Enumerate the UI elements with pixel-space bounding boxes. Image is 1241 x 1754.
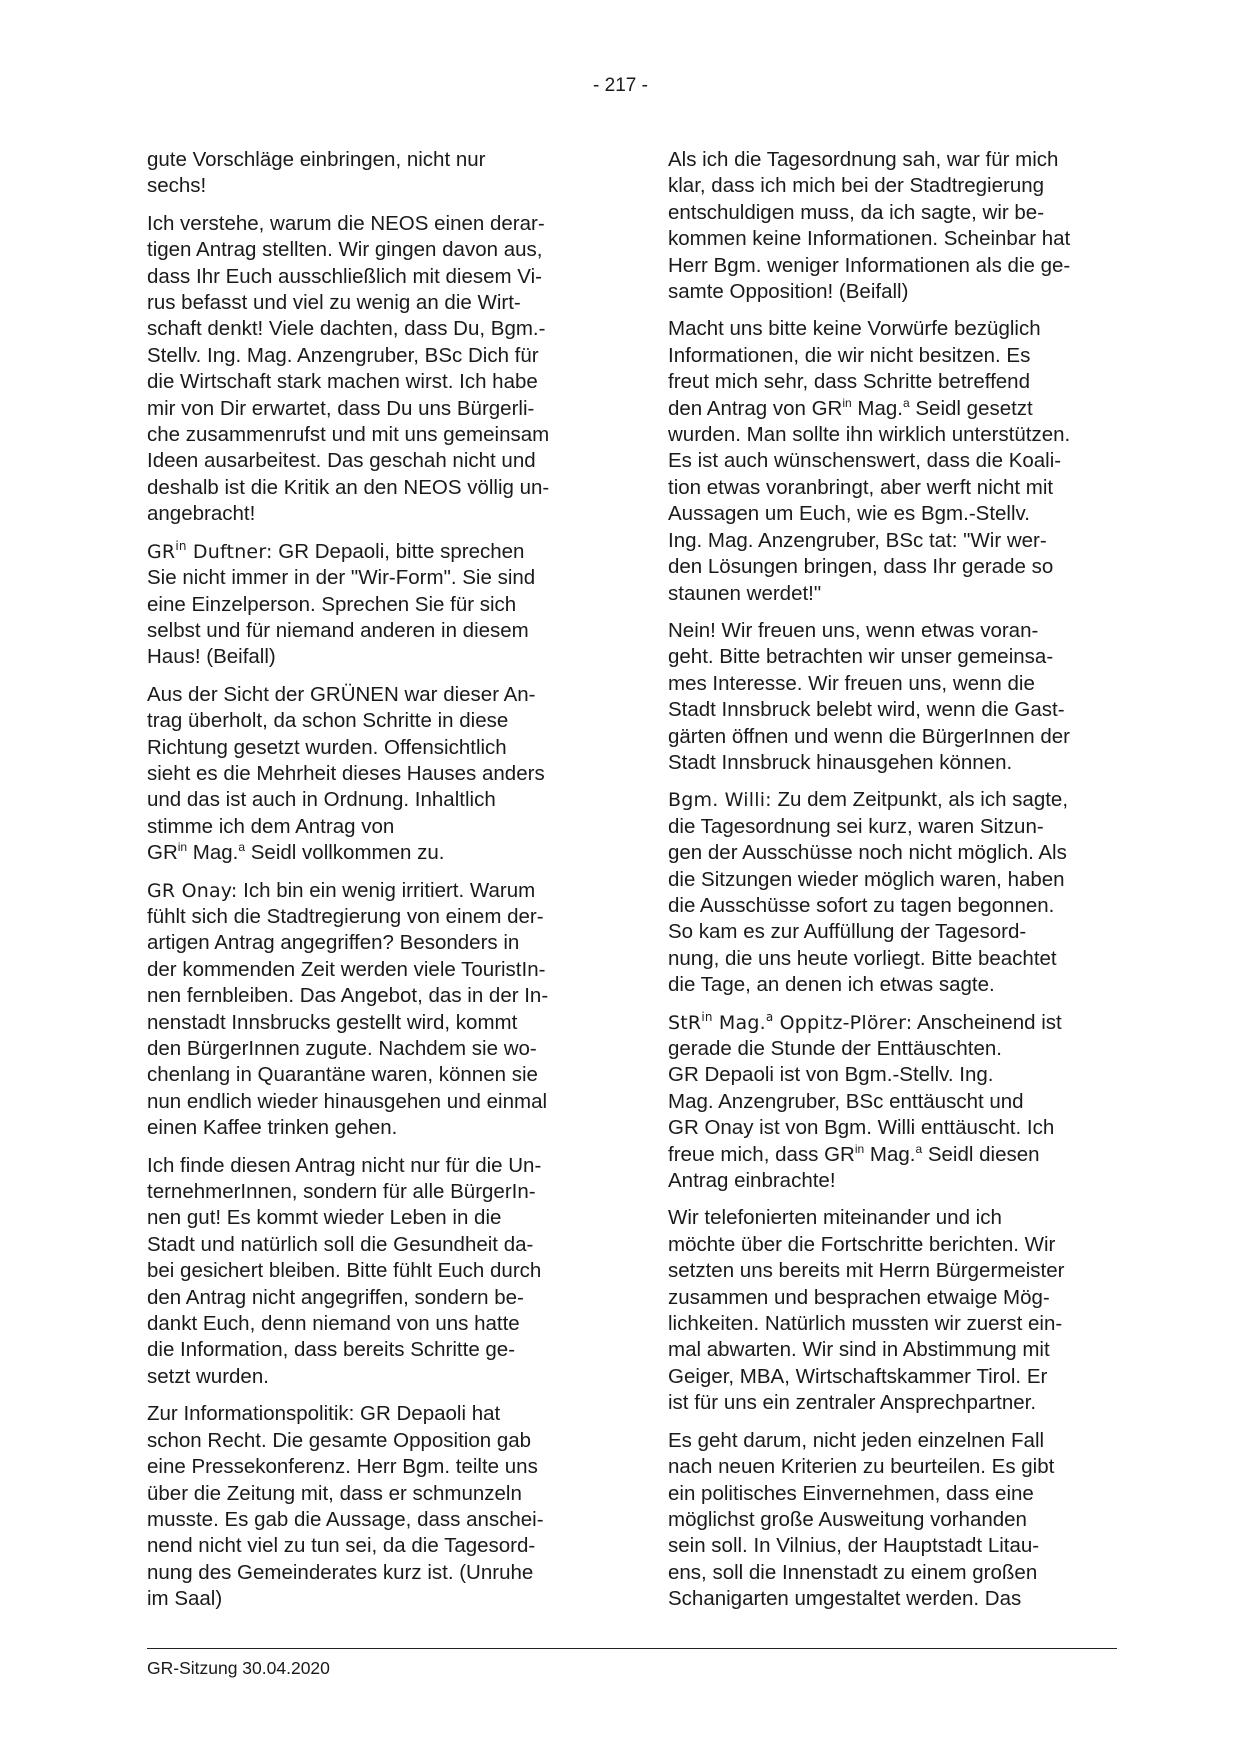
footer-divider [147, 1648, 1117, 1649]
paragraph [668, 147, 1118, 305]
speaker-label: Bgm. Willi: [668, 789, 772, 812]
paragraph-text: Ich bin ein wenig irritiert. Warum fühlt sich die Stadtregierung von einem der- artigen Antrag angegriffen? Besonders in der kommenden Zeit werden viele TouristIn- nen fernbleiben. Das Angebot, das in der In- nenstadt Innsbrucks gestellt wird, kommt den BürgerInnen zugute. Nachdem sie wo- chenlang in Quarantäne waren, können sie nun endlich wieder hinausgehen und einmal einen Kaffee trinken gehen. [147, 878, 549, 1140]
paragraph [668, 1428, 1118, 1613]
speaker-name: Duftner: [186, 540, 273, 563]
superscript: a [238, 840, 246, 855]
paragraph-text: Seidl diesen Antrag einbrachte! [668, 1142, 1040, 1193]
paragraph-text: GR [147, 841, 178, 865]
page-number: - 217 - [593, 75, 648, 96]
paragraph [147, 211, 597, 528]
superscript: in [175, 538, 187, 553]
paragraph-text: Seidl gesetzt wurden. Man sollte ihn wirklich unterstützen. Es ist auch wünschenswert, dass die Koali- tion etwas voranbringt, aber werft nicht mit Aussagen um Euch, wie es Bgm.-Stellv. Ing. Mag. Anzengruber, BSc tat: "Wir wer- den Lösungen bringen, dass Ihr gerade so staunen werdet!" [668, 396, 1071, 605]
speaker-paragraph [147, 878, 597, 1142]
superscript: in [701, 1009, 713, 1024]
paragraph-text: Anscheinend ist gerade die Stunde der Enttäuschten. GR Depaoli ist von Bgm.-Stellv. Ing. Mag. Anzengruber, BSc enttäuscht und GR Onay ist von Bgm. Willi enttäuscht. Ich freue mich, dass GR [668, 1010, 1062, 1166]
speaker-title: Mag. [712, 1011, 766, 1034]
speaker-label: GR Onay: [147, 879, 238, 902]
speaker-title: StR [668, 1011, 702, 1034]
speaker-paragraph [668, 1010, 1118, 1195]
speaker-paragraph [668, 787, 1118, 998]
paragraph [147, 682, 597, 867]
left-column [147, 147, 597, 1624]
paragraph [668, 618, 1118, 776]
speaker-label [147, 538, 273, 563]
paragraph-text: Mag. [864, 1142, 916, 1166]
paragraph-text: gute Vorschläge einbringen, nicht nur sechs! [147, 148, 486, 198]
speaker-paragraph [147, 539, 597, 671]
superscript: a [903, 395, 910, 410]
paragraph-text: Ich verstehe, warum die NEOS einen derar- tigen Antrag stellten. Wir gingen davon aus, dass Ihr Euch ausschließlich mit diesem Vi- rus befasst und viel zu wenig an die Wirt- schaft denkt! Viele dachten, dass Du, Bgm.- Stellv. Ing. Mag. Anzengruber, BSc Dich für die Wirtschaft stark machen wirst. Ich habe mir von Dir erwartet, dass Du uns Bürgerli- che zusammenrufst und mit uns gemeinsam Ideen ausarbeitest. Das geschah nicht und deshalb ist die Kritik an den NEOS völlig un- angebracht! [147, 211, 550, 526]
paragraph [147, 1401, 597, 1612]
paragraph-text: Zur Informationspolitik: GR Depaoli hat schon Recht. Die gesamte Opposition gab eine Pressekonferenz. Herr Bgm. teilte uns über die Zeitung mit, dass er schmunzeln musste. Es gab die Aussage, dass anschei- nend nicht viel zu tun sei, da die Tagesord- nung des Gemeinderates kurz ist. (Unruhe im Saal) [147, 1402, 544, 1611]
paragraph [147, 1153, 597, 1391]
paragraph-text: Als ich die Tagesordnung sah, war für mich klar, dass ich mich bei der Stadtregierung entschuldigen muss, da ich sagte, wir be- kommen keine Informationen. Scheinbar hat Herr Bgm. weniger Informationen als die ge- samte Opposition! (Beifall) [668, 148, 1071, 304]
paragraph-text: GR Depaoli, bitte sprechen Sie nicht immer in der "Wir-Form". Sie sind eine Einzelperson. Sprechen Sie für sich selbst und für niemand anderen in diesem Haus! (Beifall) [147, 539, 536, 669]
speaker-label [668, 1009, 913, 1034]
speaker-title: GR [147, 540, 176, 563]
superscript: a [765, 1009, 774, 1024]
superscript: a [915, 1141, 923, 1156]
paragraph-text: Nein! Wir freuen uns, wenn etwas voran- geht. Bitte betrachten wir unser gemeinsa- mes Interesse. Wir freuen uns, wenn die Stadt Innsbruck belebt wird, wenn die Gast- gärten öffnen und wenn die BürgerInnen der Stadt Innsbruck hinausgehen können. [668, 618, 1070, 774]
paragraph [668, 316, 1118, 606]
paragraph-text: Ich finde diesen Antrag nicht nur für die Un- ternehmerInnen, sondern für alle BürgerIn- nen gut! Es kommt wieder Leben in die Stadt und natürlich soll die Gesundheit da- bei gesichert bleiben. Bitte fühlt Euch durch den Antrag nicht angegriffen, sondern be- dankt Euch, denn niemand von uns hatte die Information, dass bereits Schritte ge- setzt wurden. [147, 1153, 542, 1388]
paragraph-text: Mag. [187, 841, 239, 865]
paragraph-text: Mag. [851, 396, 903, 420]
paragraph-text: Es geht darum, nicht jeden einzelnen Fall nach neuen Kriterien zu beurteilen. Es gibt ein politisches Einvernehmen, dass eine möglichst große Ausweitung vorhanden sein soll. In Vilnius, der Hauptstadt Litau- ens, soll die Innenstadt zu einem großen Schanigarten umgestaltet werden. Das [668, 1428, 1055, 1611]
paragraph-text: Aus der Sicht der GRÜNEN war dieser An- trag überholt, da schon Schritte in diese Richtung gesetzt wurden. Offensichtlich sieht es die Mehrheit dieses Hauses anders und das ist auch in Ordnung. Inhaltlich stimme ich dem Antrag von [147, 682, 545, 838]
right-column [668, 147, 1118, 1624]
footer-session-date: GR-Sitzung 30.04.2020 [147, 1658, 330, 1678]
paragraph-text: Seidl vollkommen zu. [245, 841, 445, 865]
superscript: in [177, 840, 188, 855]
paragraph-text: Zu dem Zeitpunkt, als ich sagte, die Tagesordnung sei kurz, waren Sitzun- gen der Ausschüsse noch nicht möglich. Als die Sitzungen wieder möglich waren, haben die Ausschüsse sofort zu tagen begonnen. So kam es zur Auffüllung der Tagesord- nung, die uns heute vorliegt. Bitte beachtet die Tage, an denen ich etwas sagte. [668, 788, 1069, 997]
paragraph [668, 1205, 1118, 1416]
superscript: in [842, 395, 852, 410]
superscript: in [854, 1141, 865, 1156]
speaker-name: Oppitz-Plörer: [773, 1011, 913, 1034]
paragraph-text: Macht uns bitte keine Vorwürfe bezüglich Informationen, die wir nicht besitzen. Es freut mich sehr, dass Schritte betreffend den Antrag von GR [668, 317, 1041, 420]
paragraph-text: Wir telefonierten miteinander und ich möchte über die Fortschritte berichten. Wir setzten uns bereits mit Herrn Bürgermeister zusammen und besprachen etwaige Mög- lichkeiten. Natürlich mussten wir zuerst ein- mal abwarten. Wir sind in Abstimmung mit Geiger, MBA, Wirtschaftskammer Tirol. Er ist für uns ein zentraler Ansprechpartner. [668, 1206, 1065, 1415]
paragraph [147, 147, 597, 200]
